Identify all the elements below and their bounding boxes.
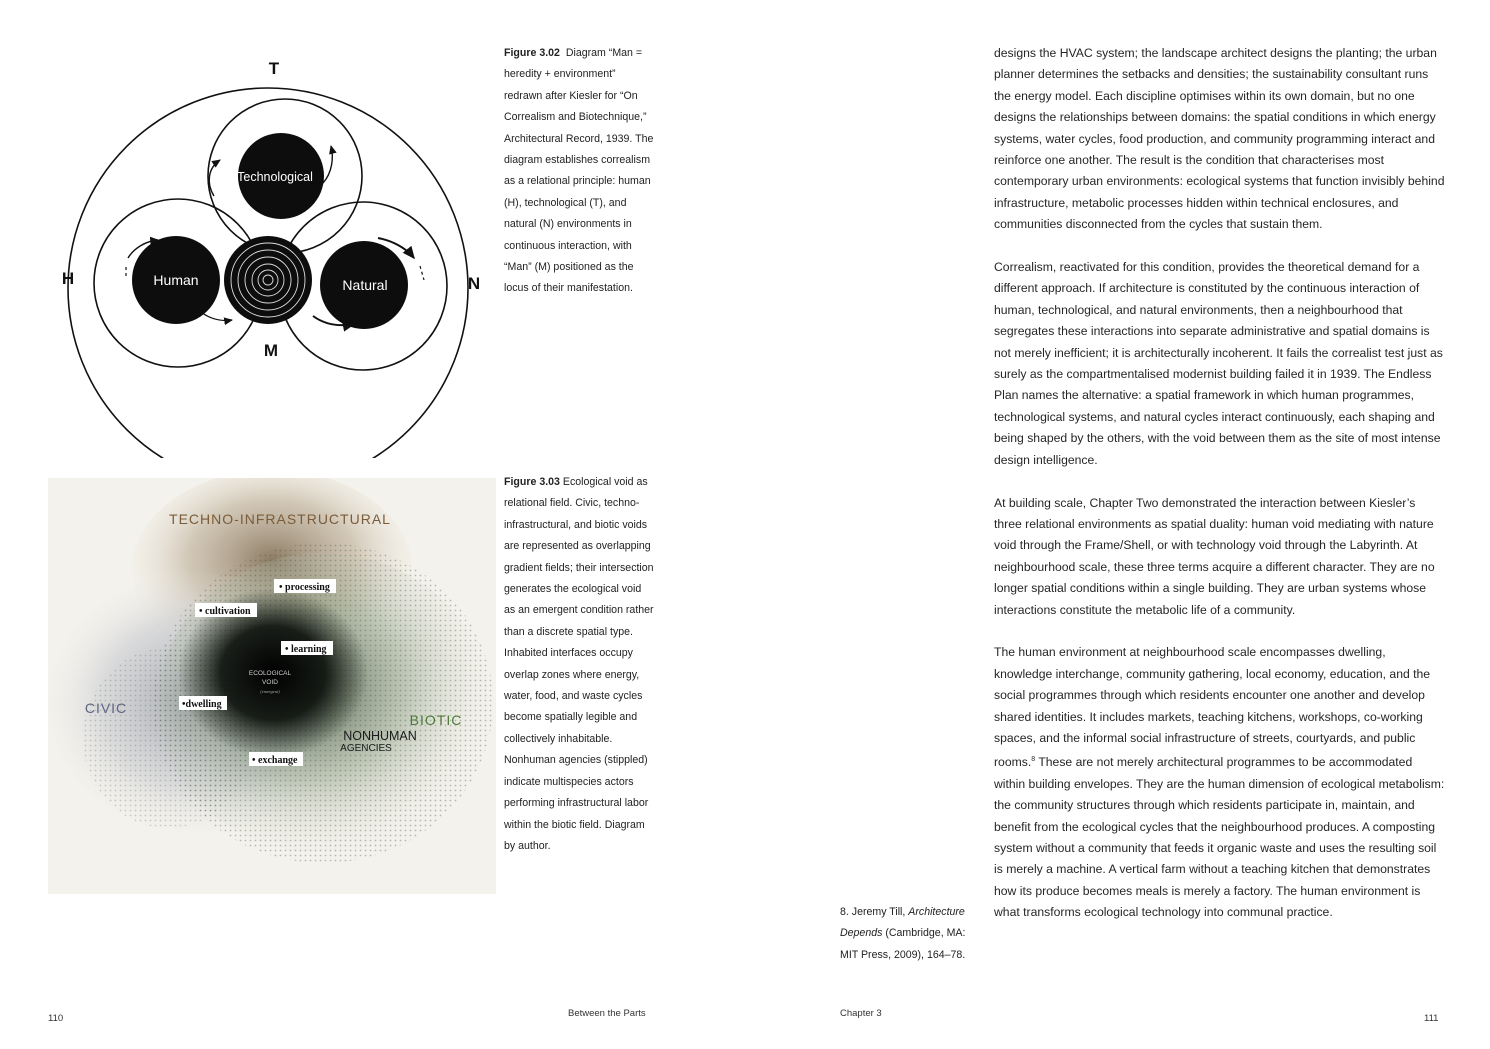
void-label-3: (emergent)	[260, 689, 280, 694]
technological-label: Technological	[237, 170, 313, 184]
footnote-title: Architecture Depends	[840, 906, 965, 940]
label-t: T	[268, 59, 280, 78]
footnote-8	[840, 902, 980, 966]
page-number-left: 110	[48, 1013, 64, 1024]
caption-figure-3-02	[504, 43, 654, 300]
human-label: Human	[153, 272, 199, 288]
body-text	[994, 43, 1446, 945]
paragraph-4-part-2: These are not merely architectural programmes to be accommodated within building envelopes. They are the human dimension of ecological metabolism: the community structures through which residents participate in, maintain, and benefit from the ecological cycles that the neighbourhood produces. A composting system without a community that feeds it organic waste and uses the resulting soil is merely a machine. A vertical farm without a teaching kitchen that demonstrates how its produce becomes meals is merely a factory. The human environment is what transforms ecological technology into communal practice.	[994, 755, 1445, 920]
void-label-2: VOID	[262, 679, 278, 686]
footnote-prefix: 8. Jeremy Till,	[840, 906, 909, 918]
svg-text:•dwelling: •dwelling	[182, 699, 222, 710]
natural-label: Natural	[342, 277, 388, 293]
paragraph-4-part-1: The human environment at neighbourhood scale encompasses dwelling, knowledge interchange, community gathering, local economy, education, and the social programmes through which residents encounter one another and develop shared identities. It includes markets, teaching kitchens, workshops, co-working spaces, and the informal social infrastructure of streets, courtyards, and public rooms.	[994, 645, 1431, 770]
caption-figure-3-03	[504, 472, 654, 857]
paragraph-3: At building scale, Chapter Two demonstrated the interaction between Kiesler’s three relational environments as spatial duality: human void mediating with nature void through the Frame/Shell, or with technology void through the Labyrinth. At neighbourhood scale, these three terms acquire a different character. They are no longer spatial conditions within a single building. They are urban systems whose interactions constitute the metabolic life of a community.	[994, 495, 1435, 617]
tag-processing	[274, 579, 336, 593]
caption-figure-number: Figure 3.02	[504, 47, 560, 59]
tag-cultivation	[195, 603, 257, 617]
tag-dwelling	[179, 696, 227, 710]
caption-text: Ecological void as relational field. Civic, techno-infrastructural, and biotic voids are represented as overlapping gradient fields; their intersection generates the ecological void as an emergent condition rather than a discrete spatial type. Inhabited interfaces occupy overlap zones where energy, water, food, and waste cycles become spatially legible and collectively inhabitable. Nonhuman agencies (stippled) indicate multispecies actors performing infrastructural labor within the biotic field. Diagram by author.	[504, 476, 654, 852]
paragraph-1: designs the HVAC system; the landscape architect designs the planting; the urban planner determines the setbacks and densities; the sustainability consultant runs the energy model. Each discipline optimises within its own domain, but no one designs the relationships between domains: the spatial conditions in which energy systems, water cycles, food production, and community programming interact and reinforce one another. The result is the condition that characterises most contemporary urban environments: ecological systems that function invisibly behind infrastructure, metabolic processes hidden within technical enclosures, and communities disconnected from the cycles that sustain them.	[994, 46, 1445, 232]
svg-text:• cultivation: • cultivation	[199, 606, 251, 617]
figure-3-02-diagram	[48, 48, 496, 458]
techno-label: TECHNO-INFRASTRUCTURAL	[169, 511, 391, 527]
paragraph-4	[994, 642, 1446, 923]
caption-text: Diagram “Man = heredity + environment” redrawn after Kiesler for “On Correalism and Biotechnique,” Architectural Record, 1939. The diagram establishes correalism as a relational principle: human (H), technological (T), and natural (N) environments in continuous interaction, with “Man” (M) positioned as the locus of their manifestation.	[504, 47, 654, 295]
civic-label: CIVIC	[84, 700, 128, 716]
footnote-rest: (Cambridge, MA: MIT Press, 2009), 164–78.	[840, 927, 966, 961]
figure-3-03-diagram	[48, 478, 496, 894]
label-m: M	[263, 341, 279, 360]
void-label-1: ECOLOGICAL	[248, 670, 292, 677]
tag-exchange	[249, 752, 303, 766]
agencies-label: AGENCIES	[340, 743, 392, 754]
footnote-marker[interactable]: 8	[1031, 756, 1036, 764]
svg-text:• learning: • learning	[285, 644, 327, 655]
nonhuman-label: NONHUMAN	[343, 729, 417, 743]
page-number-right: 111	[1424, 1013, 1439, 1024]
man-concentric-circles	[224, 236, 312, 324]
caption-figure-number: Figure 3.03	[504, 476, 560, 488]
label-h: H	[61, 269, 75, 288]
running-head-left: Between the Parts	[568, 1008, 646, 1019]
label-n: N	[467, 274, 481, 293]
running-head-right: Chapter 3	[840, 1008, 882, 1019]
svg-text:• processing: • processing	[279, 582, 330, 593]
biotic-label: BIOTIC	[409, 712, 463, 728]
paragraph-2: Correalism, reactivated for this condition, provides the theoretical demand for a different approach. If architecture is constituted by the continuous interaction of human, technological, and natural environments, then a neighbourhood that segregates these interactions into separate administrative and spatial domains is not merely inefficient; it is architecturally incoherent. It fails the correalist test just as surely as the compartmentalised modernist building failed it in 1939. The Endless Plan names the alternative: a spatial framework in which human programmes, technological systems, and natural cycles interact continuously, each shaping and being shaped by the others, with the void between them as the site of most intense design intelligence.	[994, 260, 1443, 467]
svg-text:• exchange: • exchange	[252, 755, 298, 766]
tag-learning	[281, 641, 333, 655]
